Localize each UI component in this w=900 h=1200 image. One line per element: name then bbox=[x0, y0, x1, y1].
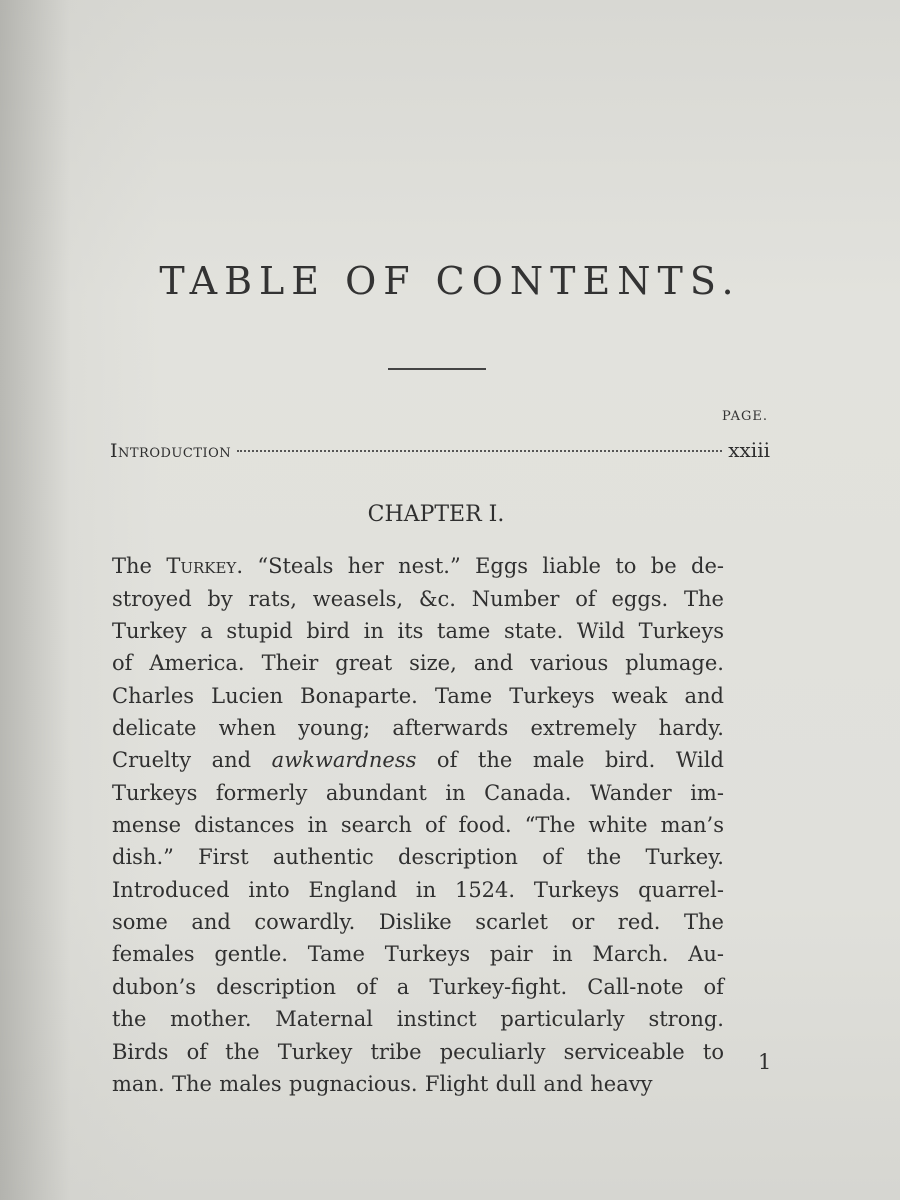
chapter-summary-line: mense distances in search of food. “The white man’s bbox=[112, 813, 724, 838]
chapter-summary-line: Charles Lucien Bonaparte. Tame Turkeys weak and bbox=[112, 683, 724, 708]
chapter-summary-line: some and cowardly. Dislike scarlet or red. The bbox=[112, 910, 724, 935]
toc-entry-page-number: xxiii bbox=[728, 438, 770, 462]
chapter-summary-line: Turkey a stupid bird in its tame state. Wild Turkeys bbox=[112, 619, 724, 644]
toc-entry-introduction bbox=[110, 438, 770, 464]
chapter-summary-line: dubon’s description of a Turkey-fight. Call-note of bbox=[112, 974, 724, 999]
chapter-summary-line: delicate when young; afterwards extremely hardy. bbox=[112, 716, 724, 741]
chapter-page-number: 1 bbox=[758, 1050, 772, 1074]
title-divider bbox=[388, 368, 486, 370]
dot-leader bbox=[237, 450, 722, 452]
chapter-summary-line: Cruelty and awkwardness of the male bird. Wild bbox=[112, 748, 724, 773]
chapter-summary-line: Birds of the Turkey tribe peculiarly serviceable to bbox=[112, 1039, 724, 1064]
chapter-summary bbox=[112, 546, 724, 1096]
chapter-summary-line: The Turkey. “Steals her nest.” Eggs liable to be de- bbox=[112, 554, 724, 579]
chapter-heading: CHAPTER I. bbox=[367, 502, 505, 527]
chapter-summary-line: the mother. Maternal instinct particularly strong. bbox=[112, 1007, 724, 1032]
chapter-summary-line: man. The males pugnacious. Flight dull and heavy bbox=[112, 1071, 653, 1096]
chapter-summary-line: Introduced into England in 1524. Turkeys quarrel- bbox=[112, 877, 724, 902]
page-title: TABLE OF CONTENTS. bbox=[159, 259, 741, 303]
chapter-summary-line: Turkeys formerly abundant in Canada. Wander im- bbox=[112, 780, 724, 805]
toc-entry-label: Introduction bbox=[110, 440, 232, 462]
chapter-summary-line: stroyed by rats, weasels, &c. Number of eggs. The bbox=[112, 586, 724, 611]
chapter-summary-line: of America. Their great size, and various plumage. bbox=[112, 651, 724, 676]
page-column-label: PAGE. bbox=[722, 409, 768, 424]
chapter-summary-line: dish.” First authentic description of the Turkey. bbox=[112, 845, 724, 870]
chapter-summary-line: females gentle. Tame Turkeys pair in March. Au- bbox=[112, 942, 724, 967]
